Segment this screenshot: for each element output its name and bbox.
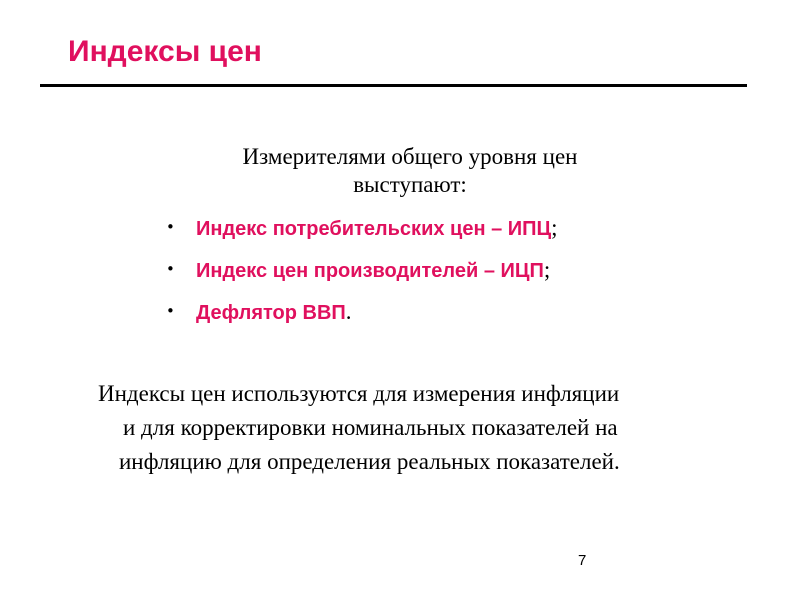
intro-text: [180, 143, 640, 199]
title-divider: [40, 84, 747, 87]
paragraph-line: Индексы цен используются для измерения инфляции: [98, 381, 620, 406]
bullet-dot-icon: •: [166, 218, 175, 236]
bullet-punctuation: .: [345, 299, 352, 324]
bullet-term: Дефлятор ВВП: [196, 302, 346, 324]
intro-line: Измерителями общего уровня цен: [242, 144, 578, 169]
bullet-dot-icon: •: [166, 260, 175, 278]
bullet-term: Индекс цен производителей – ИЦП: [196, 260, 544, 282]
bullet-punctuation: ;: [551, 215, 558, 240]
bullet-term: Индекс потребительских цен – ИПЦ: [196, 218, 552, 240]
page-number: 7: [578, 552, 587, 569]
bullet-list: [166, 210, 558, 336]
bullet-item: [166, 210, 558, 252]
slide-title: Индексы цен: [68, 35, 262, 68]
intro-line: выступают:: [353, 172, 467, 197]
bullet-punctuation: ;: [543, 257, 551, 282]
summary-paragraph: [93, 377, 713, 479]
bullet-item: [166, 294, 558, 336]
bullet-item: [166, 252, 558, 294]
paragraph-line: инфляцию для определения реальных показателей.: [119, 449, 620, 474]
paragraph-line: и для корректировки номинальных показателей на: [123, 415, 618, 440]
bullet-dot-icon: •: [166, 302, 175, 320]
